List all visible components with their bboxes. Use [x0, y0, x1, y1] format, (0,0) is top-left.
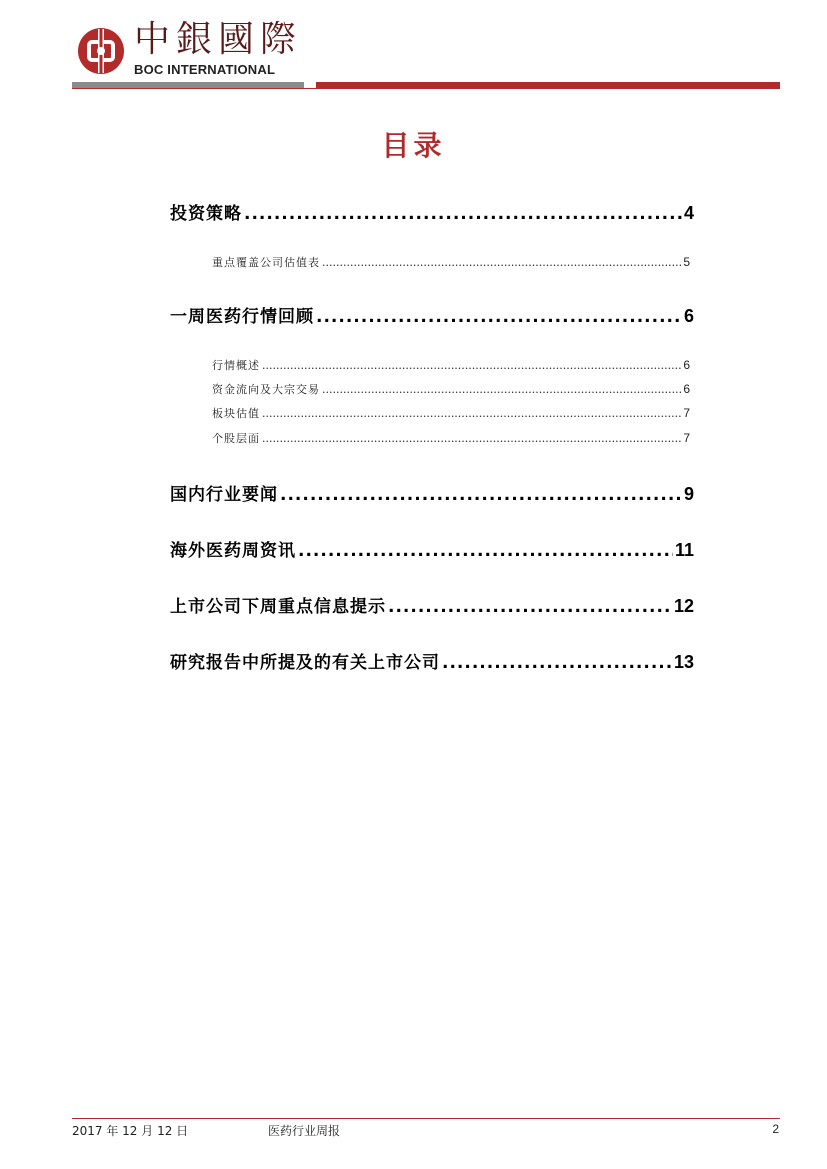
toc-entry-label: 重点覆盖公司估值表 [212, 256, 320, 269]
toc-entry-page: 4 [683, 203, 694, 223]
toc-entry[interactable] [212, 430, 690, 446]
toc-entry-page: 9 [683, 484, 694, 504]
footer-report-name: 医药行业周报 [268, 1124, 341, 1138]
toc-entry[interactable] [212, 357, 690, 373]
toc-entry[interactable] [170, 199, 694, 224]
boc-logo-icon [76, 26, 126, 76]
toc-entry-label: 上市公司下周重点信息提示 [170, 597, 386, 617]
toc-leader-dots [316, 307, 682, 327]
footer-date: 2017 年 12 月 12 日 [72, 1124, 189, 1138]
toc-entry-label: 海外医药周资讯 [170, 541, 296, 561]
toc-leader-dots [298, 541, 673, 561]
toc-entry-label: 国内行业要闻 [170, 485, 278, 505]
toc-leader-dots [262, 407, 681, 420]
toc-entry[interactable] [170, 648, 694, 673]
toc-entry-page: 7 [683, 431, 690, 445]
toc-entry-page: 6 [683, 358, 690, 372]
toc-title: 目录 [381, 129, 446, 162]
toc-leader-dots [442, 653, 672, 673]
toc-entry-label: 资金流向及大宗交易 [212, 383, 320, 396]
header-divider-thin [72, 88, 780, 89]
toc-leader-dots [262, 432, 681, 445]
footer-page-number: 2 [772, 1122, 779, 1136]
toc-leader-dots [262, 359, 681, 372]
toc-leader-dots [322, 383, 681, 396]
toc-entry-page: 6 [683, 306, 694, 326]
toc-entry-label: 板块估值 [212, 407, 260, 420]
toc-entry-page: 5 [683, 255, 690, 269]
toc-entry-label: 投资策略 [170, 204, 242, 224]
toc-entry[interactable] [170, 536, 694, 561]
toc-entry-page: 13 [673, 652, 694, 672]
logo-english-name: BOC INTERNATIONAL [134, 62, 276, 77]
toc-leader-dots [388, 597, 672, 617]
toc-entry-label: 研究报告中所提及的有关上市公司 [170, 653, 440, 673]
toc-entry[interactable] [212, 381, 690, 397]
toc-entry-page: 12 [673, 596, 694, 616]
toc-entry-label: 个股层面 [212, 432, 260, 445]
toc-entry-label: 一周医药行情回顾 [170, 307, 314, 327]
toc-entry-page: 7 [683, 406, 690, 420]
toc-leader-dots [280, 485, 682, 505]
toc-leader-dots [322, 256, 681, 269]
toc-entry[interactable] [170, 592, 694, 617]
toc-entry-page: 6 [683, 382, 690, 396]
toc-entry[interactable] [170, 302, 694, 327]
toc-entry[interactable] [212, 405, 690, 421]
toc-leader-dots [244, 204, 682, 224]
footer-divider [72, 1118, 780, 1119]
toc-entry[interactable] [170, 480, 694, 505]
toc-entry-label: 行情概述 [212, 359, 260, 372]
logo-chinese-name: 中銀國際 [134, 19, 303, 60]
toc-entry[interactable] [212, 254, 690, 270]
toc-entry-page: 11 [674, 540, 694, 560]
